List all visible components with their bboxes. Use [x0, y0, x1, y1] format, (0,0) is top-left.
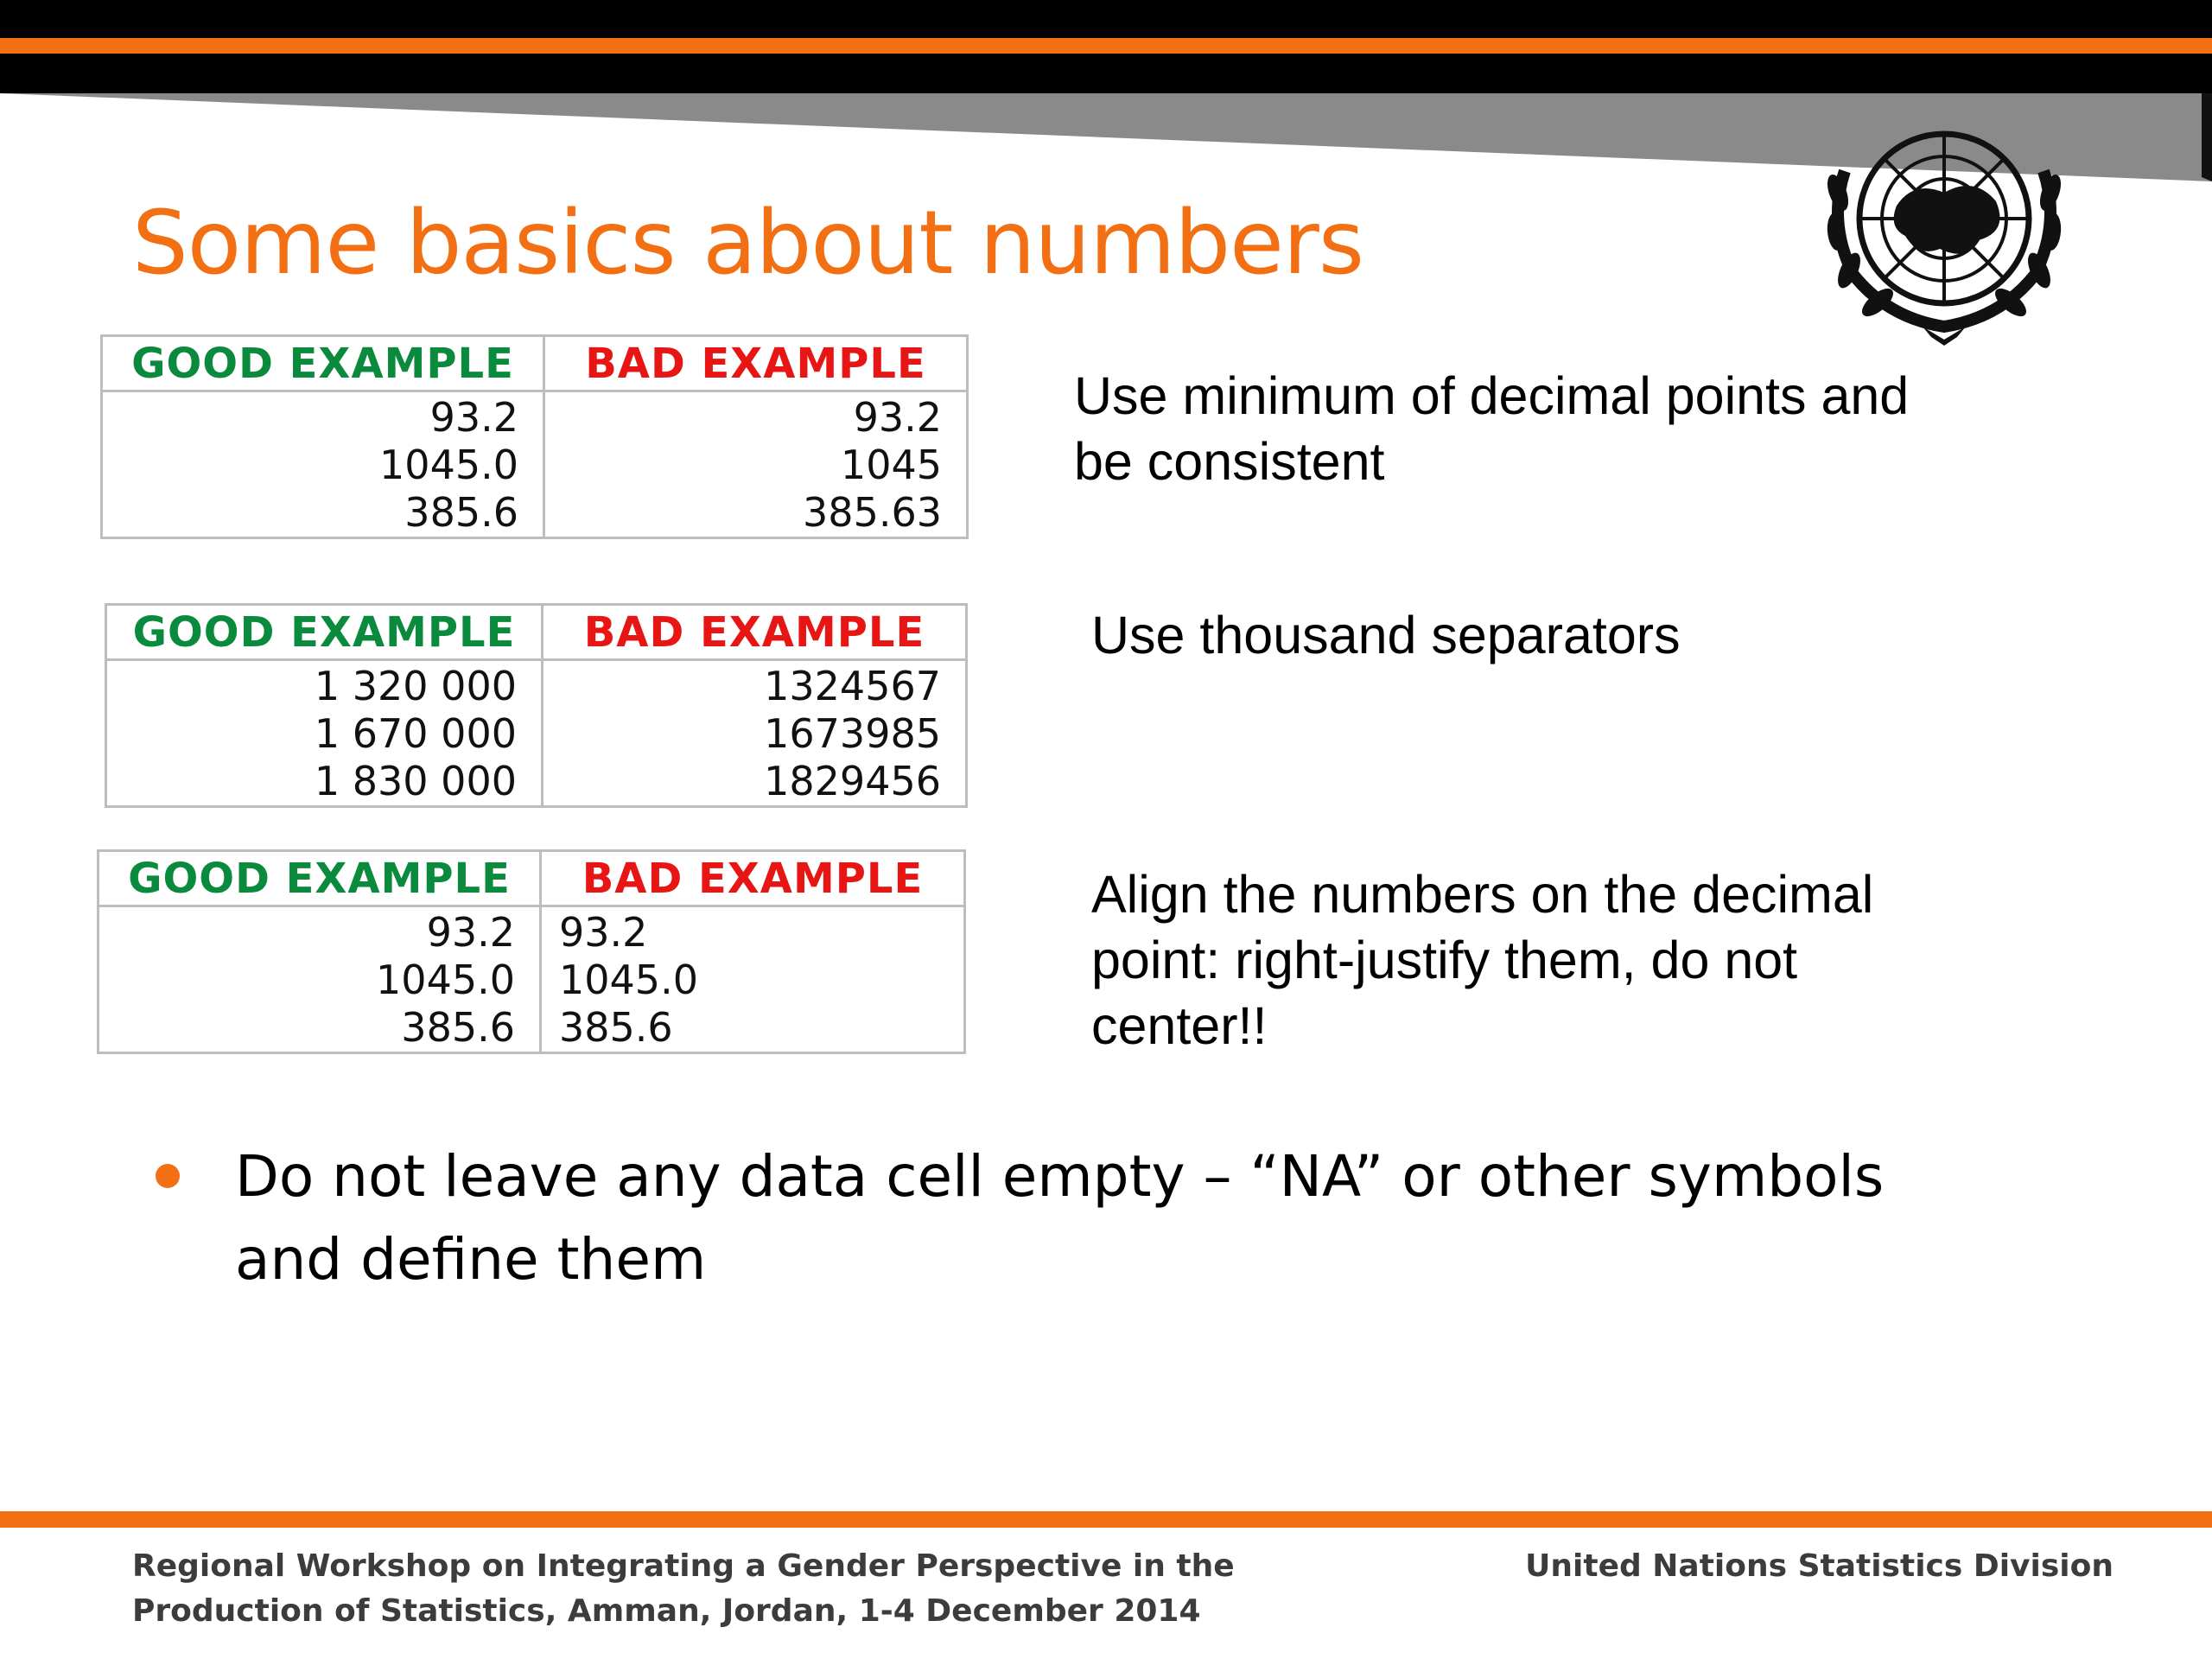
bullet-dot-icon [156, 1164, 180, 1188]
footer-bar [0, 1511, 2212, 1528]
bad-value: 1829456 [764, 758, 941, 804]
good-example-header: GOOD EXAMPLE [106, 605, 543, 660]
good-value: 93.2 [426, 909, 515, 956]
bad-values-cell [541, 906, 965, 1053]
un-emblem-icon [1802, 111, 2087, 346]
slide-title: Some basics about numbers [132, 192, 1364, 295]
bad-example-header: BAD EXAMPLE [544, 336, 968, 391]
bad-value: 1324567 [764, 663, 941, 709]
bad-value: 1045.0 [559, 957, 698, 1003]
decimal-points-note: Use minimum of decimal points and be consistent [1074, 366, 1910, 491]
bad-example-header: BAD EXAMPLE [543, 605, 967, 660]
good-value: 1 320 000 [314, 663, 517, 709]
good-values-cell [99, 906, 541, 1053]
good-value: 385.6 [404, 489, 518, 536]
good-value: 1045.0 [379, 442, 518, 488]
bad-value: 385.63 [803, 489, 942, 536]
bad-value: 1673985 [764, 710, 941, 757]
decimal-alignment-table [97, 849, 966, 1054]
bad-value: 93.2 [559, 909, 648, 956]
bullet-text: Do not leave any data cell empty – “NA” or other symbols and define them [235, 1143, 1885, 1293]
good-value: 1 670 000 [314, 710, 517, 757]
bad-value: 1045 [840, 442, 942, 488]
decimal-alignment-note: Align the numbers on the decimal point: right-justify them, do not center!! [1091, 865, 1874, 1055]
thousand-separators-note: Use thousand separators [1091, 606, 1681, 664]
bad-value: 93.2 [853, 394, 942, 441]
bad-values-cell [544, 391, 968, 538]
good-value: 1045.0 [376, 957, 515, 1003]
good-values-cell [102, 391, 544, 538]
good-values-cell [106, 660, 543, 807]
good-value: 1 830 000 [314, 758, 517, 804]
thousand-separators-table [105, 603, 968, 808]
footer-event: Regional Workshop on Integrating a Gender Perspective in the Production of Statistics, Amman, Jordan, 1-4 December 2014 [132, 1548, 1235, 1629]
bad-example-header: BAD EXAMPLE [541, 851, 965, 906]
bad-value: 385.6 [559, 1004, 673, 1051]
footer-organization: United Nations Statistics Division [1525, 1548, 2113, 1584]
good-example-header: GOOD EXAMPLE [99, 851, 541, 906]
good-value: 385.6 [401, 1004, 515, 1051]
good-value: 93.2 [429, 394, 518, 441]
bad-values-cell [543, 660, 967, 807]
good-example-header: GOOD EXAMPLE [102, 336, 544, 391]
decimal-points-table [100, 334, 969, 539]
